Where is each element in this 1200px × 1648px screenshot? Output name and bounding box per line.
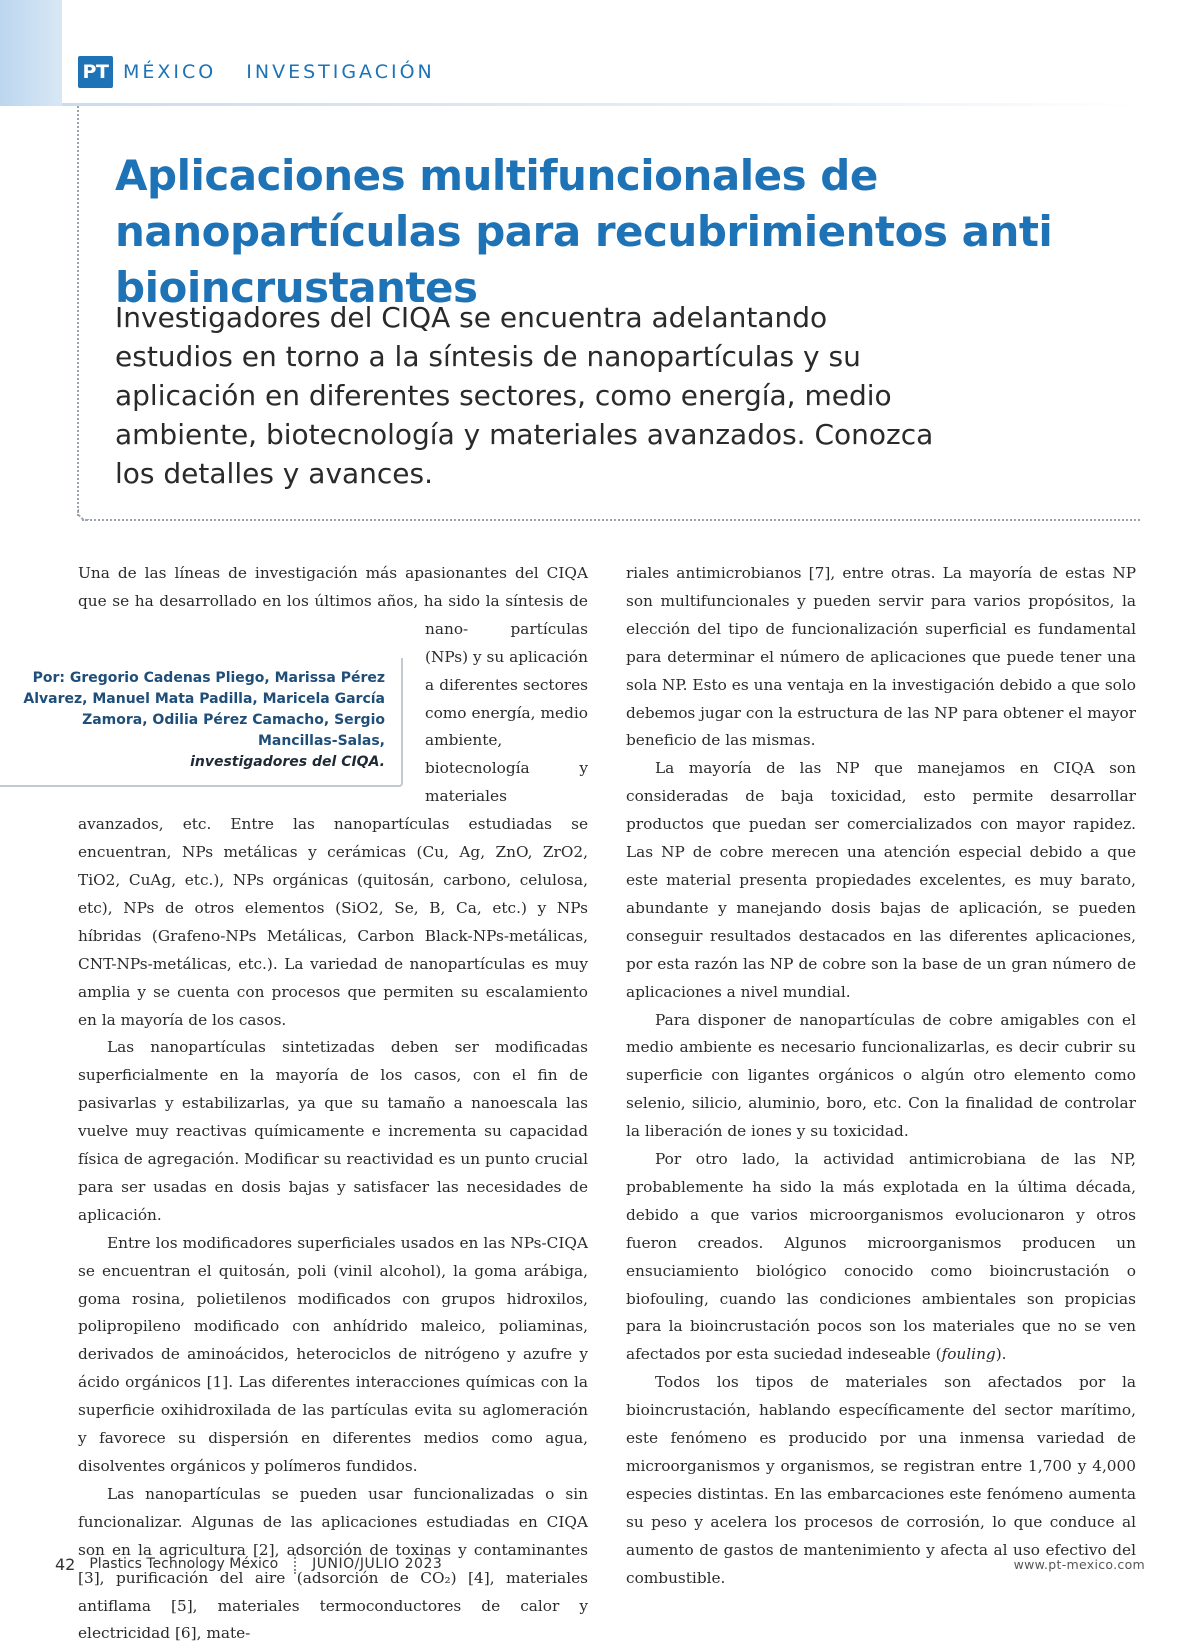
author-byline [0,658,403,787]
pt-logo: PT [78,56,113,88]
category-label: INVESTIGACIÓN [246,61,435,83]
paragraph: Todos los tipos de materiales son afectados por la bioincrustación, hablando específicamente del sector marítimo, este fenómeno es producido por una inmensa variedad de microorganismos y organismos, se registran entre 1,700 y 4,000 especies distintas. En las embarcaciones este fenómeno aumenta su peso y acelera los procesos de corrosión, lo que conduce al aumento de gastos de mantenimiento y afecta al uso efectivo del combustible. [626,1373,1136,1587]
italic-term: fouling [941,1345,996,1364]
paragraph [23,560,588,1034]
paragraph-text: partículas (NPs) y su aplicación a diferentes sectores como energía, medio ambiente, biotecnología y materiales avanzados, etc. Entre las nanopartículas estudiadas se encuentran, NPs metálicas y cerámicas (Cu, Ag, ZnO, ZrO2, TiO2, CuAg, etc.), NPs orgánicas (quitosán, carbono, celulosa, etc), NPs de otros elementos (SiO2, Se, B, Ca, etc.) y NPs híbridas (Grafeno-NPs Metálicas, Carbon Black-NPs-metálicas, CNT-NPs-metálicas, etc.). La variedad de nanopartículas es muy amplia y se cuenta con procesos que permiten su escalamiento en la mayoría de los casos. [78,619,588,1029]
footer-separator [294,1554,296,1574]
header-tab-accent [0,0,62,106]
page-footer [55,1553,1145,1575]
paragraph: Para disponer de nanopartículas de cobre amigables con el medio ambiente es necesario funcionalizarlas, es decir cubrir su superficie con ligantes orgánicos o algún otro elemento como selenio, silicio, aluminio, boro, etc. Con la finalidad de controlar la liberación de iones y su toxicidad. [626,1010,1136,1141]
page-number: 42 [55,1554,76,1574]
section-header [78,54,435,90]
section-label: MÉXICO [123,61,217,83]
body-column-right [626,560,1136,1593]
publication-name: Plastics Technology México [89,1556,279,1572]
paragraph [626,1146,1136,1369]
byline-role: investigadores del CIQA. [190,753,385,770]
issue-date: JUNIO/JULIO 2023 [312,1556,443,1572]
paragraph: riales antimicrobianos [7], entre otras. La mayoría de estas NP son multifuncionales y pueden servir para varios propósitos, la elección del tipo de funcionalización superficial es fundamental para determinar el número de aplicaciones que puede tener una sola NP. Esto es una ventaja en la investigación debido a que solo debemos jugar con la estructura de las NP para obtener el mayor beneficio de las mismas. [626,564,1136,750]
paragraph-text: Una de las líneas de investigación más apasionantes del CIQA que se ha desarrollado en los últimos años, ha sido la síntesis de nano- [78,564,588,638]
header-divider [62,103,1142,106]
paragraph: Entre los modificadores superficiales usados en las NPs-CIQA se encuentran el quitosán, poli (vinil alcohol), la goma arábiga, goma rosina, polietilenos modificados con grupos hidroxilos, polipropileno modificado con anhídrido maleico, poliaminas, derivados de aminoácidos, heterociclos de nitrógeno y azufre y ácido orgánicos [1]. Las diferentes interacciones químicas con la superficie oxihidroxilada de las partículas evita su aglomeración y favorece su dispersión en diferentes medios como agua, disolventes orgánicos y polímeros fundidos. [78,1233,588,1475]
frame-border-left [77,106,79,516]
article-title: Aplicaciones multifuncionales de nanopartículas para recubrimientos anti bioincrustantes [115,151,1053,312]
article-lead: Investigadores del CIQA se encuentra adelantando estudios en torno a la síntesis de nanopartículas y su aplicación en diferentes sectores, como energía, medio ambiente, biotecnología y materiales avanzados. Conozca los detalles y avances. [115,301,934,490]
paragraph: Las nanopartículas sintetizadas deben ser modificadas superficialmente en la mayoría de los casos, con el fin de pasivarlas y estabilizarlas, ya que su tamaño a nanoescala las vuelve muy reactivas químicamente e incrementa su capacidad física de agregación. Modificar su reactividad es un punto crucial para ser usadas en dosis bajas y satisfacer las necesidades de aplicación. [78,1038,588,1224]
paragraph: La mayoría de las NP que manejamos en CIQA son consideradas de baja toxicidad, esto permite desarrollar productos que puedan ser comercializados con mayor rapidez. Las NP de cobre merecen una atención especial debido a que este material presenta propiedades excelentes, es muy barato, abundante y manejando dosis bajas de aplicación, se pueden conseguir resultados destacados en las diferentes aplicaciones, por esta razón las NP de cobre son la base de un gran número de aplicaciones a nivel mundial. [626,759,1136,1001]
frame-border-bottom [82,519,1140,521]
byline-authors: Por: Gregorio Cadenas Pliego, Marissa Pérez Alvarez, Manuel Mata Padilla, Maricela García Zamora, Odilia Pérez Camacho, Sergio Mancillas-Salas, [23,669,385,749]
website-link[interactable]: www.pt-mexico.com [1013,1556,1145,1572]
paragraph: Las nanopartículas se pueden usar funcionalizadas o sin funcionalizar. Algunas de las aplicaciones estudiadas en CIQA son en la agricultura [2], adsorción de toxinas y contaminantes [3], purificación del aire (adsorción de CO₂) [4], materiales antiflama [5], materiales termoconductores de calor y electricidad [6], mate- [78,1484,588,1643]
paragraph-text: Por otro lado, la actividad antimicrobiana de las NP, probablemente ha sido la más explotada en la última década, debido a que varios microorganismos evolucionaron y otros fueron creados. Algunos microorganismos producen un ensuciamiento biológico conocido como bioincrustación o biofouling, cuando las condiciones ambientales son propicias para la bioincrustación pocos son los materiales que no se ven afectados por esta suciedad indeseable ( [626,1150,1136,1364]
paragraph-text: ). [995,1345,1007,1364]
